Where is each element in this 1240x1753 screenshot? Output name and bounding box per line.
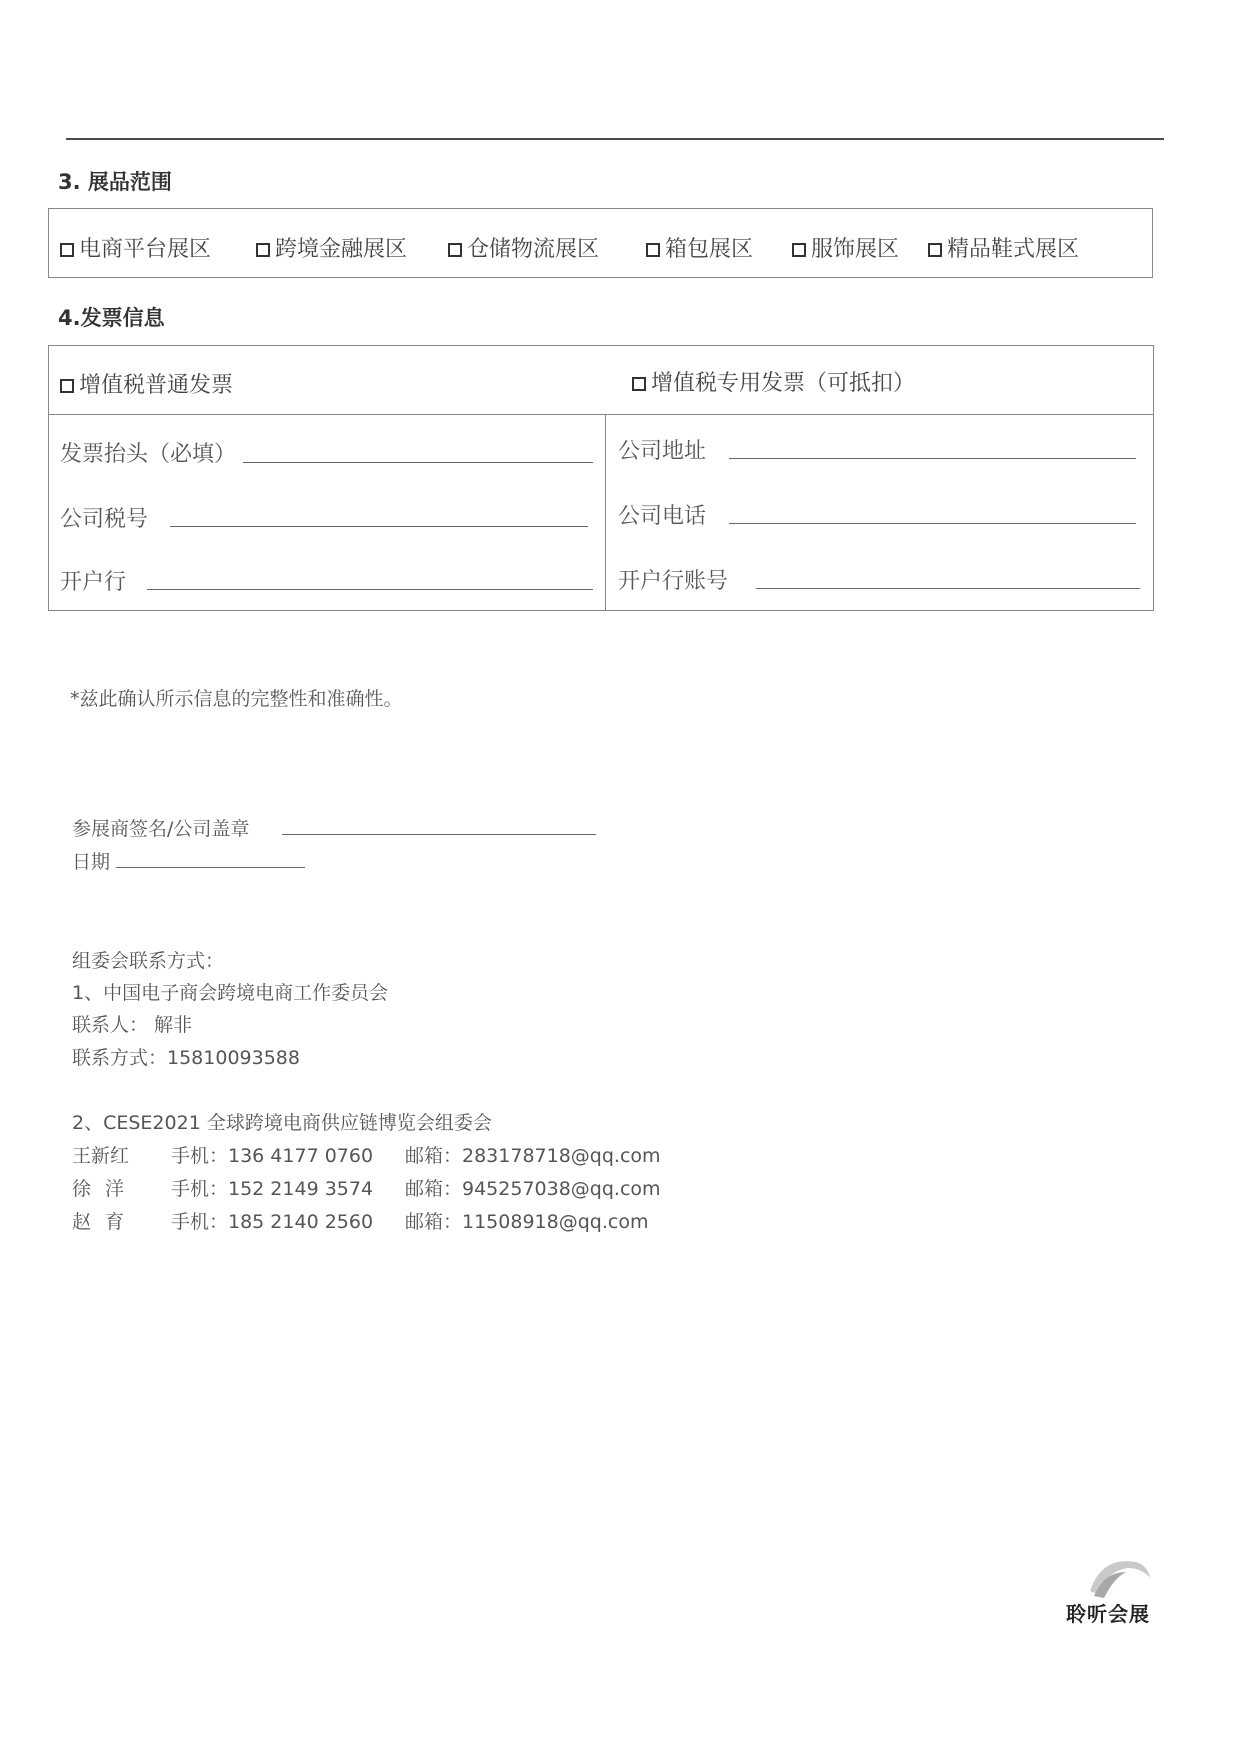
- org1-person: 联系人： 解非: [72, 1014, 193, 1036]
- field-phone-label: 公司电话: [618, 504, 707, 529]
- invoice-column-divider: [605, 414, 606, 611]
- date-label: 日期: [72, 851, 111, 873]
- field-bank-line[interactable]: [147, 589, 593, 590]
- field-invoice-title-label: 发票抬头（必填）: [60, 442, 237, 467]
- org1-name: 1、中国电子商会跨境电商工作委员会: [72, 982, 389, 1004]
- category-shoes[interactable]: 精品鞋式展区: [928, 232, 1079, 263]
- checkbox-icon[interactable]: [928, 243, 942, 257]
- section-3-title: 3. 展品范围: [58, 170, 172, 194]
- contact-phone: 手机：152 2149 3574: [171, 1178, 374, 1200]
- field-bank-account-line[interactable]: [756, 588, 1140, 589]
- signature-label: 参展商签名/公司盖章: [72, 818, 250, 840]
- checkbox-icon[interactable]: [256, 243, 270, 257]
- field-bank-label: 开户行: [60, 570, 127, 595]
- contacts-heading: 组委会联系方式：: [72, 950, 225, 972]
- invoice-divider: [48, 414, 1154, 415]
- field-address-line[interactable]: [729, 458, 1136, 459]
- checkbox-icon[interactable]: [60, 379, 74, 393]
- category-logistics[interactable]: 仓储物流展区: [448, 232, 599, 263]
- checkbox-icon[interactable]: [646, 243, 660, 257]
- category-finance[interactable]: 跨境金融展区: [256, 232, 407, 263]
- contact-phone: 手机：136 4177 0760: [171, 1145, 374, 1167]
- field-tax-id-label: 公司税号: [60, 507, 149, 532]
- contact-email: 邮箱：945257038@qq.com: [405, 1178, 661, 1200]
- category-apparel[interactable]: 服饰展区: [792, 232, 899, 263]
- checkbox-icon[interactable]: [60, 243, 74, 257]
- field-invoice-title-line[interactable]: [243, 462, 593, 463]
- logo-text: 聆听会展: [1066, 1602, 1150, 1626]
- checkbox-icon[interactable]: [792, 243, 806, 257]
- org1-phone: 联系方式：15810093588: [72, 1047, 300, 1069]
- section-4-title: 4.发票信息: [58, 306, 165, 330]
- org2-name: 2、CESE2021 全球跨境电商供应链博览会组委会: [72, 1112, 492, 1134]
- field-phone-line[interactable]: [729, 523, 1136, 524]
- invoice-type-general[interactable]: 增值税普通发票: [60, 368, 233, 399]
- date-line[interactable]: [116, 867, 305, 868]
- contact-name: 徐 洋: [72, 1178, 125, 1200]
- contact-name: 赵 育: [72, 1211, 125, 1233]
- field-address-label: 公司地址: [618, 439, 707, 464]
- category-ecommerce[interactable]: 电商平台展区: [60, 232, 211, 263]
- contact-phone: 手机：185 2140 2560: [171, 1211, 374, 1233]
- field-bank-account-label: 开户行账号: [618, 569, 729, 594]
- contact-name: 王新红: [72, 1145, 130, 1167]
- contact-email: 邮箱：11508918@qq.com: [405, 1211, 649, 1233]
- confirm-note: *兹此确认所示信息的完整性和准确性。: [70, 688, 403, 710]
- signature-line[interactable]: [282, 834, 596, 835]
- category-bags[interactable]: 箱包展区: [646, 232, 753, 263]
- invoice-type-special[interactable]: 增值税专用发票（可抵扣）: [632, 366, 915, 397]
- checkbox-icon[interactable]: [448, 243, 462, 257]
- field-tax-id-line[interactable]: [170, 526, 588, 527]
- checkbox-icon[interactable]: [632, 377, 646, 391]
- top-rule: [66, 138, 1164, 140]
- contact-email: 邮箱：283178718@qq.com: [405, 1145, 661, 1167]
